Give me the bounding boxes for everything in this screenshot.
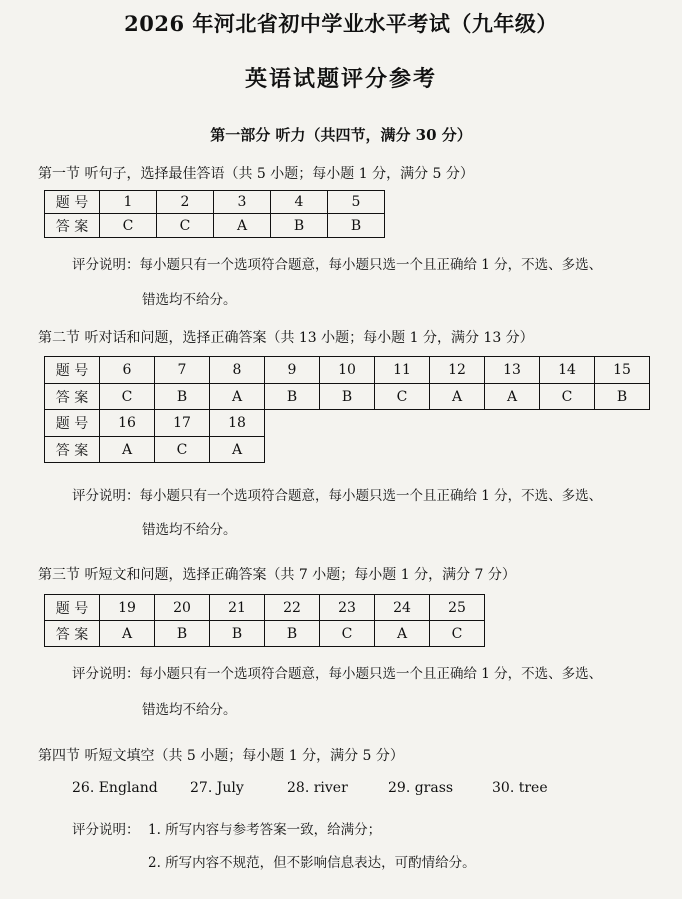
section3-scoring-note: 评分说明：每小题只有一个选项符合题意，每小题只选一个且正确给 1 分，不选、多选、 [72, 666, 603, 682]
document-subtitle: 英语试题评分参考 [244, 66, 437, 92]
answer-cell: C [540, 384, 595, 410]
table-row [45, 595, 485, 621]
fill-answer: 29. grass [388, 780, 454, 796]
row-label-question: 题 号 [45, 357, 100, 384]
question-number: 15 [595, 357, 650, 384]
question-number: 14 [540, 357, 595, 384]
question-number: 12 [430, 357, 485, 384]
answer-cell: B [265, 621, 320, 647]
answer-cell: A [375, 621, 430, 647]
table-row [45, 191, 385, 214]
question-number: 22 [265, 595, 320, 621]
table-row [45, 214, 385, 238]
row-label-question: 题 号 [45, 410, 100, 437]
section2-heading: 第二节 听对话和问题，选择正确答案（共 13 小题；每小题 1 分，满分 13 分） [38, 330, 534, 346]
question-number: 1 [100, 191, 157, 214]
answer-cell: B [265, 384, 320, 410]
answer-cell: B [320, 384, 375, 410]
answer-cell: B [595, 384, 650, 410]
question-number: 16 [100, 410, 155, 437]
row-label-question: 题 号 [45, 595, 100, 621]
row-label-answer: 答 案 [45, 384, 100, 410]
table-row [45, 357, 650, 384]
answer-cell: C [375, 384, 430, 410]
answer-cell: A [485, 384, 540, 410]
question-number: 24 [375, 595, 430, 621]
section3-scoring-note-cont: 错选均不给分。 [142, 702, 237, 718]
question-number: 13 [485, 357, 540, 384]
section2-answer-table-cont [44, 409, 265, 463]
answer-cell: B [155, 384, 210, 410]
row-label-answer: 答 案 [45, 214, 100, 238]
question-number: 10 [320, 357, 375, 384]
section4-scoring-note-item: 1. 所写内容与参考答案一致，给满分； [148, 822, 382, 838]
question-number: 9 [265, 357, 320, 384]
section4-scoring-note-item: 2. 所写内容不规范，但不影响信息表达，可酌情给分。 [148, 855, 476, 871]
answer-cell: A [430, 384, 485, 410]
section4-heading: 第四节 听短文填空（共 5 小题；每小题 1 分，满分 5 分） [38, 748, 404, 764]
answer-cell: A [100, 437, 155, 463]
question-number: 2 [157, 191, 214, 214]
question-number: 25 [430, 595, 485, 621]
table-row [45, 437, 265, 463]
question-number: 6 [100, 357, 155, 384]
answer-cell: B [271, 214, 328, 238]
fill-answer: 26. England [72, 780, 158, 796]
answer-cell: C [100, 384, 155, 410]
section3-heading: 第三节 听短文和问题，选择正确答案（共 7 小题；每小题 1 分，满分 7 分） [38, 567, 516, 583]
question-number: 11 [375, 357, 430, 384]
fill-answer: 27. July [190, 780, 244, 796]
document-title: 2026 年河北省初中学业水平考试（九年级） [124, 11, 558, 36]
question-number: 4 [271, 191, 328, 214]
answer-cell: C [155, 437, 210, 463]
section4-scoring-note-label: 评分说明： [72, 822, 140, 838]
fill-answer: 30. tree [492, 780, 548, 796]
section1-answer-table [44, 190, 385, 238]
answer-cell: C [430, 621, 485, 647]
question-number: 3 [214, 191, 271, 214]
question-number: 5 [328, 191, 385, 214]
section2-scoring-note-cont: 错选均不给分。 [142, 522, 237, 538]
fill-answer: 28. river [287, 780, 348, 796]
answer-cell: A [210, 384, 265, 410]
answer-cell: B [155, 621, 210, 647]
answer-cell: A [210, 437, 265, 463]
section2-answer-table [44, 356, 650, 410]
table-row [45, 384, 650, 410]
section1-heading: 第一节 听句子，选择最佳答语（共 5 小题；每小题 1 分，满分 5 分） [38, 166, 474, 182]
answer-cell: A [214, 214, 271, 238]
answer-cell: A [100, 621, 155, 647]
question-number: 17 [155, 410, 210, 437]
question-number: 21 [210, 595, 265, 621]
question-number: 8 [210, 357, 265, 384]
section1-scoring-note: 评分说明：每小题只有一个选项符合题意，每小题只选一个且正确给 1 分，不选、多选、 [72, 257, 603, 273]
answer-cell: B [210, 621, 265, 647]
answer-cell: B [328, 214, 385, 238]
row-label-answer: 答 案 [45, 621, 100, 647]
answer-cell: C [100, 214, 157, 238]
question-number: 20 [155, 595, 210, 621]
question-number: 7 [155, 357, 210, 384]
question-number: 23 [320, 595, 375, 621]
table-row [45, 410, 265, 437]
table-row [45, 621, 485, 647]
row-label-answer: 答 案 [45, 437, 100, 463]
row-label-question: 题 号 [45, 191, 100, 214]
question-number: 19 [100, 595, 155, 621]
section3-answer-table [44, 594, 485, 647]
question-number: 18 [210, 410, 265, 437]
answer-cell: C [157, 214, 214, 238]
section1-scoring-note-cont: 错选均不给分。 [142, 292, 237, 308]
part-one-heading: 第一部分 听力（共四节，满分 30 分） [210, 126, 472, 144]
answer-cell: C [320, 621, 375, 647]
section2-scoring-note: 评分说明：每小题只有一个选项符合题意，每小题只选一个且正确给 1 分，不选、多选、 [72, 488, 603, 504]
